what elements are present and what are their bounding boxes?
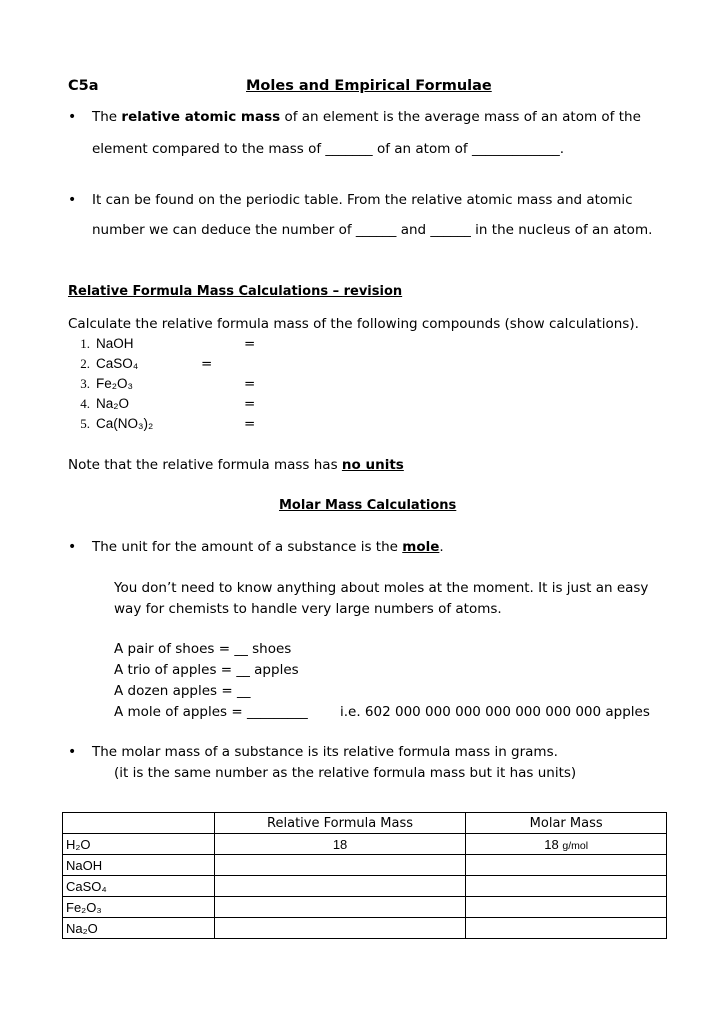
table-header-row	[63, 813, 667, 834]
bullet-marker: •	[68, 539, 77, 555]
bullet-marker: •	[68, 744, 77, 760]
table-row	[63, 897, 667, 918]
bullet1-line1: The relative atomic mass of an element is the average mass of an atom of the	[92, 109, 641, 125]
bold-term: relative atomic mass	[121, 109, 281, 125]
table-row	[63, 855, 667, 876]
list-item: 4. Na₂O	[80, 396, 129, 411]
molar-mass-table	[62, 812, 667, 939]
list-item: 2. CaSO₄	[80, 356, 139, 371]
table-header-cell: Molar Mass	[466, 813, 667, 834]
example-line: A mole of apples = _________	[114, 704, 308, 720]
para-line: way for chemists to handle very large numbers of atoms.	[114, 601, 502, 617]
section-heading: Molar Mass Calculations	[279, 498, 457, 513]
mole-explanation: i.e. 602 000 000 000 000 000 000 000 apples	[340, 704, 650, 720]
bullet2-line1: It can be found on the periodic table. From the relative atomic mass and atomic	[92, 192, 633, 208]
equals-sign: =	[201, 356, 213, 372]
list-item: 1. NaOH	[80, 336, 134, 351]
table-header-cell: Relative Formula Mass	[214, 813, 466, 834]
equals-sign: =	[244, 336, 256, 352]
equals-sign: =	[244, 376, 256, 392]
rfm-cell	[214, 897, 466, 918]
example-line: A pair of shoes = __ shoes	[114, 641, 292, 657]
compound-cell: Fe₂O₃	[63, 897, 215, 918]
example-line: A dozen apples = __	[114, 683, 251, 699]
compound-cell: NaOH	[63, 855, 215, 876]
table-row	[63, 834, 667, 855]
rfm-cell	[214, 918, 466, 939]
emphasis: no units	[341, 457, 404, 473]
bullet1-line2: element compared to the mass of _______ of an atom of _____________.	[92, 141, 565, 157]
page-title: Moles and Empirical Formulae	[246, 78, 492, 94]
instruction-text: Calculate the relative formula mass of the following compounds (show calculations).	[68, 316, 639, 332]
rfm-cell	[214, 855, 466, 876]
molar-cell: 18 g/mol	[466, 834, 667, 855]
molar-line: (it is the same number as the relative formula mass but it has units)	[114, 765, 577, 781]
note-text: Note that the relative formula mass has no units	[68, 457, 404, 473]
table-row	[63, 918, 667, 939]
para-line: You don’t need to know anything about moles at the moment. It is just an easy	[114, 580, 649, 596]
section-heading: Relative Formula Mass Calculations – revision	[68, 284, 403, 299]
example-line: A trio of apples = __ apples	[114, 662, 299, 678]
molar-line: The molar mass of a substance is its relative formula mass in grams.	[92, 744, 558, 760]
compound-cell: Na₂O	[63, 918, 215, 939]
equals-sign: =	[244, 416, 256, 432]
molar-cell	[466, 918, 667, 939]
unit-label: g/mol	[562, 839, 589, 852]
compound-cell: H₂O	[63, 834, 215, 855]
list-item: 5. Ca(NO₃)₂	[80, 416, 154, 431]
compound-cell: CaSO₄	[63, 876, 215, 897]
bullet-marker: •	[68, 192, 77, 208]
rfm-cell	[214, 876, 466, 897]
equals-sign: =	[244, 396, 256, 412]
table-header-cell	[63, 813, 215, 834]
molar-cell	[466, 855, 667, 876]
molar-cell	[466, 897, 667, 918]
section-code: C5a	[68, 78, 99, 94]
table-row	[63, 876, 667, 897]
bullet2-line2: number we can deduce the number of ______ and ______ in the nucleus of an atom.	[92, 222, 653, 238]
rfm-cell: 18	[214, 834, 466, 855]
bullet-marker: •	[68, 109, 77, 125]
emphasis: mole	[402, 539, 440, 555]
list-item: 3. Fe₂O₃	[80, 376, 133, 391]
mole-unit-line: The unit for the amount of a substance is the mole.	[92, 539, 444, 555]
molar-cell	[466, 876, 667, 897]
